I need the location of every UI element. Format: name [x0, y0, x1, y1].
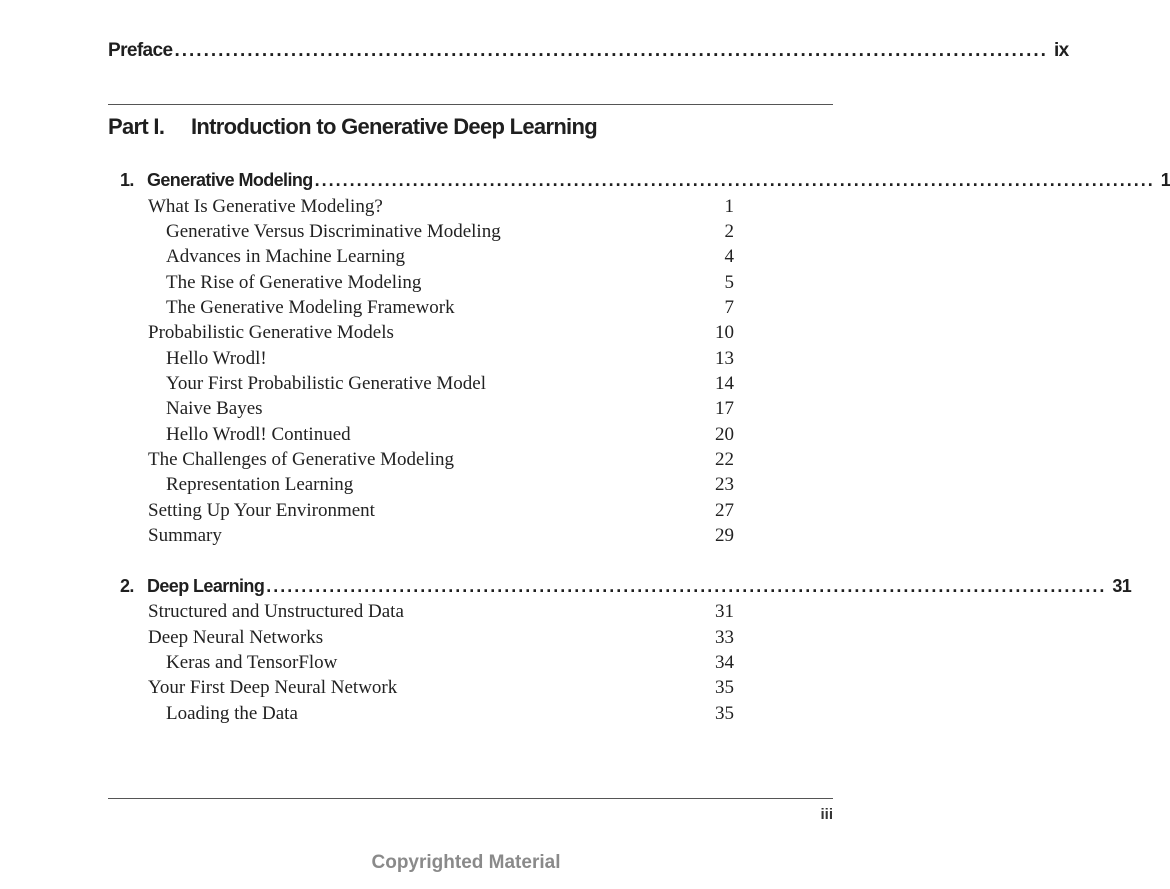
preface-label: Preface — [108, 40, 173, 61]
toc-entry[interactable] — [0, 424, 833, 449]
toc-entry-title: Representation Learning — [166, 474, 354, 495]
toc-entry-page: 23 — [715, 474, 734, 495]
toc-entry-page: 31 — [715, 601, 734, 622]
toc-entry-page: 7 — [724, 297, 734, 318]
toc-entry-page: 4 — [724, 246, 734, 267]
toc-entry-title: Loading the Data — [166, 703, 298, 724]
toc-entry[interactable] — [0, 348, 833, 373]
part-title: Introduction to Generative Deep Learning — [191, 114, 597, 139]
toc-entry-title: Hello Wrodl! — [166, 348, 267, 369]
toc-entry[interactable] — [0, 474, 833, 499]
toc-entry-title: Keras and TensorFlow — [166, 652, 338, 673]
preface-page: ix — [1053, 40, 1069, 61]
toc-entry-title: Probabilistic Generative Models — [148, 322, 394, 343]
toc-entry-page: 14 — [715, 373, 734, 394]
toc-entry[interactable] — [0, 525, 833, 550]
toc-entry-title: Deep Neural Networks — [148, 627, 324, 648]
toc-entry[interactable] — [0, 297, 833, 322]
toc-entry[interactable] — [0, 373, 833, 398]
toc-entry[interactable] — [0, 322, 833, 347]
chapter-title: Generative Modeling — [147, 170, 313, 190]
chapter-number: 2. — [120, 576, 134, 596]
toc-entry-title: Your First Deep Neural Network — [148, 677, 398, 698]
preface-entry[interactable] — [108, 40, 1069, 62]
chapter-heading[interactable] — [120, 576, 1132, 597]
chapter-page: 31 — [1112, 576, 1132, 596]
toc-entry-page: 34 — [715, 652, 734, 673]
toc-entry-page: 2 — [724, 221, 734, 242]
toc-entry-title: What Is Generative Modeling? — [148, 196, 383, 217]
toc-entry[interactable] — [0, 196, 833, 221]
dot-leader: ........................................................................................................................ — [266, 576, 1107, 596]
toc-entry[interactable] — [0, 449, 833, 474]
toc-entry-page: 27 — [715, 500, 734, 521]
bottom-rule — [108, 798, 833, 799]
part-heading — [108, 114, 597, 140]
toc-entry-page: 10 — [715, 322, 734, 343]
toc-entry-title: Naive Bayes — [166, 398, 263, 419]
chapter-number: 1. — [120, 170, 134, 190]
toc-entry-page: 33 — [715, 627, 734, 648]
chapter-heading[interactable] — [120, 170, 1170, 191]
toc-entry[interactable] — [0, 246, 833, 271]
toc-entry-title: The Rise of Generative Modeling — [166, 272, 422, 293]
toc-entry-page: 5 — [724, 272, 734, 293]
toc-entry-page: 29 — [715, 525, 734, 546]
toc-entry-title: Generative Versus Discriminative Modeling — [166, 221, 501, 242]
toc-entry-page: 17 — [715, 398, 734, 419]
toc-entry[interactable] — [0, 221, 833, 246]
toc-entry-title: The Generative Modeling Framework — [166, 297, 455, 318]
toc-entry[interactable] — [0, 272, 833, 297]
toc-entry[interactable] — [0, 601, 833, 626]
toc-entry[interactable] — [0, 500, 833, 525]
toc-entry-title: Hello Wrodl! Continued — [166, 424, 351, 445]
toc-entry[interactable] — [0, 398, 833, 423]
chapter-title: Deep Learning — [147, 576, 265, 596]
toc-entry[interactable] — [0, 627, 833, 652]
toc-entry-page: 35 — [715, 703, 734, 724]
top-rule — [108, 104, 833, 105]
toc-entry[interactable] — [0, 703, 833, 728]
toc-entry-title: The Challenges of Generative Modeling — [148, 449, 455, 470]
toc-entry-title: Setting Up Your Environment — [148, 500, 375, 521]
dot-leader: ........................................................................................................................ — [314, 170, 1155, 190]
chapter-page: 1 — [1160, 170, 1170, 190]
toc-entry[interactable] — [0, 677, 833, 702]
dot-leader: ........................................................................................................................ — [174, 40, 1048, 61]
toc-entry-title: Your First Probabilistic Generative Model — [166, 373, 486, 394]
toc-entry-title: Structured and Unstructured Data — [148, 601, 404, 622]
copyright-watermark: Copyrighted Material — [371, 852, 561, 873]
toc-entry-page: 20 — [715, 424, 734, 445]
toc-entry-title: Summary — [148, 525, 222, 546]
toc-entry-page: 13 — [715, 348, 734, 369]
toc-entry-page: 35 — [715, 677, 734, 698]
toc-entry-page: 1 — [724, 196, 734, 217]
page-number: iii — [820, 806, 833, 823]
toc-entry-page: 22 — [715, 449, 734, 470]
toc-entry-title: Advances in Machine Learning — [166, 246, 405, 267]
part-number: Part I. — [108, 114, 165, 139]
toc-entry[interactable] — [0, 652, 833, 677]
